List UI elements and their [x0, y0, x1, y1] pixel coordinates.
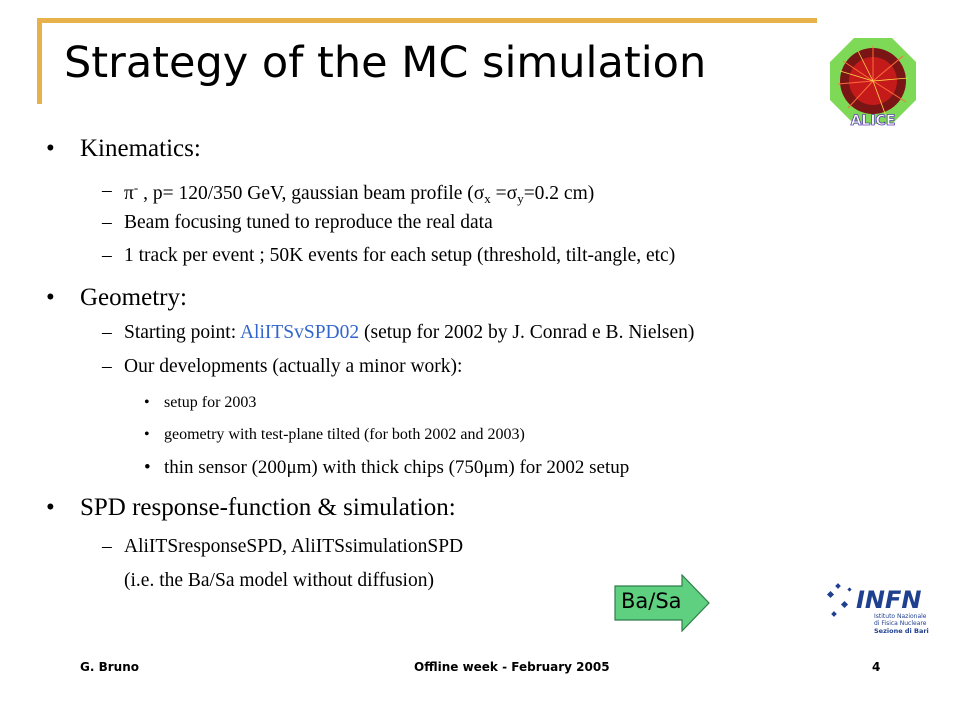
geometry-class-name: AliITSvSPD02 — [239, 322, 360, 343]
sigma-symbol: σ — [473, 183, 485, 204]
pi-charge: - — [133, 180, 139, 195]
geometry-heading: Geometry: — [80, 284, 187, 311]
dash: – — [102, 536, 112, 557]
equals-sign: = — [490, 183, 507, 204]
dash: – — [102, 322, 112, 343]
title-accent-horizontal — [37, 18, 817, 23]
footer-page-number: 4 — [872, 660, 881, 674]
footer-event: Offline week - February 2005 — [414, 660, 610, 674]
bullet-dot: • — [46, 494, 55, 521]
infn-line-2: di Fisica Nucleare — [874, 620, 927, 627]
sub-bullet-dot: • — [144, 426, 150, 443]
sub-bullet-dot: • — [144, 457, 151, 478]
bullet-spd-response — [46, 494, 456, 522]
sigma-y-subscript: y — [517, 191, 524, 206]
bullet-dot: • — [46, 135, 55, 162]
footer-author: G. Bruno — [80, 660, 139, 674]
geometry-sub-2 — [144, 426, 525, 444]
geometry-item-2 — [102, 356, 463, 378]
alice-logo — [828, 36, 918, 128]
dash: – — [102, 212, 112, 233]
dash: – — [102, 245, 112, 266]
geometry-sub-3 — [144, 457, 630, 479]
geometry-sub-3-text-c: m) for 2002 setup — [493, 457, 630, 478]
infn-wordmark: INFN — [856, 586, 922, 614]
kinematics-item-1-text-b: =0.2 cm) — [523, 183, 595, 204]
infn-line-1: Istituto Nazionale — [874, 613, 927, 620]
infn-logo — [822, 574, 932, 640]
geometry-sub-1 — [144, 394, 257, 412]
geometry-item-2-text: Our developments (actually a minor work): — [124, 356, 463, 377]
kinematics-item-1-text-a: , p= 120/350 GeV, gaussian beam profile ( — [138, 183, 474, 204]
spd-response-heading: SPD response-function & simulation: — [80, 494, 456, 521]
spd-item-1 — [102, 536, 464, 558]
title-accent-vertical — [37, 18, 42, 104]
dash: – — [102, 180, 112, 201]
geometry-sub-2-text: geometry with test-plane tilted (for both 2002 and 2003) — [164, 426, 525, 443]
geometry-sub-3-text-a: thin sensor (200 — [164, 457, 287, 478]
spd-item-1-text: AliITSresponseSPD, AliITSsimulationSPD — [124, 536, 464, 557]
geometry-item-1-text-a: Starting point: — [124, 322, 240, 343]
spd-item-2-text: (i.e. the Ba/Sa model without diffusion) — [124, 570, 434, 591]
bullet-kinematics — [46, 135, 201, 163]
geometry-sub-1-text: setup for 2003 — [164, 394, 257, 411]
bullet-geometry — [46, 284, 187, 312]
geometry-sub-3-text-b: m) with thick chips (750 — [296, 457, 484, 478]
kinematics-item-3-text: 1 track per event ; 50K events for each setup (threshold, tilt-angle, etc) — [124, 245, 676, 266]
kinematics-item-3 — [102, 245, 676, 267]
bullet-dot: • — [46, 284, 55, 311]
geometry-item-1 — [102, 322, 695, 344]
kinematics-item-2-text: Beam focusing tuned to reproduce the real data — [124, 212, 493, 233]
dash: – — [102, 356, 112, 377]
alice-logo-text: ALICE — [850, 113, 896, 128]
mu-symbol: μ — [286, 457, 297, 478]
mu-symbol: μ — [483, 457, 494, 478]
slide-title: Strategy of the MC simulation — [64, 38, 707, 88]
ba-sa-arrow-label: Ba/Sa — [621, 589, 682, 613]
geometry-item-1-text-b: (setup for 2002 by J. Conrad e B. Nielsen) — [359, 322, 695, 343]
pi-symbol: π — [124, 183, 134, 204]
spd-item-2 — [124, 570, 434, 592]
sigma-x-subscript: x — [484, 191, 491, 206]
kinematics-item-1 — [102, 180, 595, 207]
kinematics-item-2 — [102, 212, 493, 234]
kinematics-heading: Kinematics: — [80, 135, 201, 162]
infn-line-3: Sezione di Bari — [874, 627, 929, 635]
sub-bullet-dot: • — [144, 394, 150, 411]
sigma-symbol: σ — [506, 183, 518, 204]
